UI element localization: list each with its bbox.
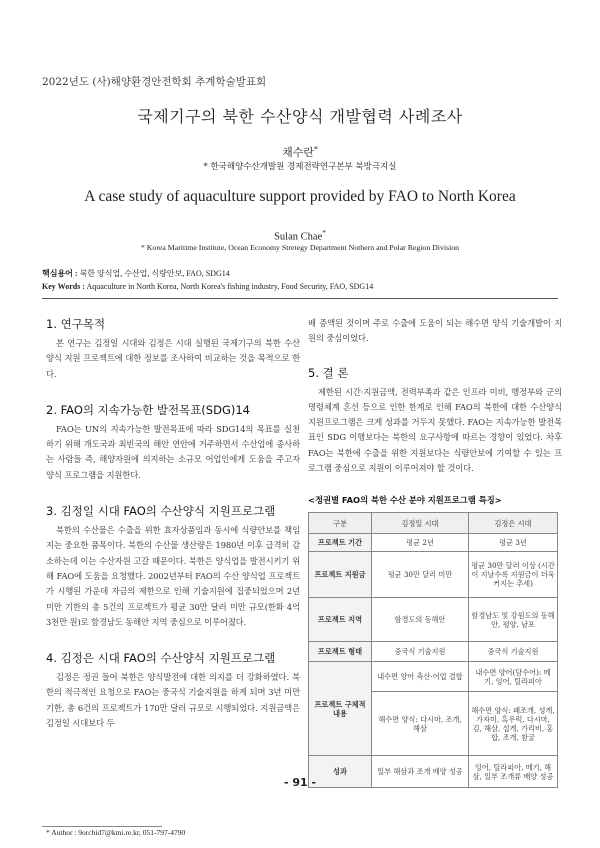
table-cell: 내수면 양어(담수어): 메기, 잉어, 틸라피아	[469, 662, 558, 692]
table-cell: 중국식 기술지원	[469, 642, 558, 662]
table-cell: 함경도의 동해안	[372, 598, 469, 642]
table-header: 김정은 시대	[469, 513, 558, 534]
section-4-body: 김정은 정권 들어 북한은 양식발전에 대한 의지를 더 강화하였다. 북한의 적극적인 요청으로 FAO는 중국식 기술지원을 하게 되며 3년 미만 기한, 총 6건의 프로젝트가 170만 달러 규모로 시행되었다. 지원금액은 김정일 시대보다 두	[46, 672, 300, 729]
table-cell: 평균 2년	[372, 534, 469, 552]
keywords-english: Key Words : Aquaculture in North Korea, North Korea's fishing industry, Food Security, FAO, SDG14	[42, 282, 374, 291]
table-cell: 일부 해삼과 조개 배양 성공	[372, 756, 469, 788]
table-cell: 평균 30만 달러 이상 (시간이 지날수록 지원금이 더욱 커지는 추세)	[469, 552, 558, 598]
author-korean: 채수란*	[282, 144, 318, 159]
table-row	[309, 598, 558, 642]
table-header: 구분	[309, 513, 372, 534]
section-1-heading: 1. 연구목적	[46, 317, 106, 331]
section-4-heading: 4. 김정은 시대 FAO의 수산양식 지원프로그램	[46, 651, 276, 666]
row-label: 프로젝트 지원금	[309, 552, 372, 598]
affiliation-english: * Korea Maritime Institute, Ocean Economy Stretegy Department Nothern and Polar Region Division	[140, 243, 460, 252]
table-cell: 해수면 양식: 패조개, 성게, 가자미, 흑우럭, 다시마, 김, 해삼, 섭게, 가리비, 홍합, 조개, 참굴	[469, 692, 558, 756]
section-2-heading: 2. FAO의 지속가능한 발전목표(SDG)14	[46, 402, 250, 417]
table-header-row	[309, 513, 558, 534]
table-cell: 중국식 기술지원	[372, 642, 469, 662]
table-row	[309, 552, 558, 598]
table-cell: 잉어, 틸라피아, 메기, 해삼, 일부 조개류 배양 성공	[469, 756, 558, 788]
affiliation-korean: * 한국해양수산개발원 경제전략연구본부 북방극지실	[203, 162, 397, 172]
table-row	[309, 534, 558, 552]
divider	[42, 298, 558, 299]
row-label: 프로젝트 지역	[309, 598, 372, 642]
footnote: * Author : 9orchid7@kmi.re.kr, 051-797-4790	[46, 828, 186, 837]
section-5-body: 제한된 시간·지원금액, 전력부족과 같은 인프라 미비, 행정부와 군의 명령체계 혼선 등으로 인한 한계로 인해 FAO의 북한에 대한 수산양식 지원프로그램은 크게 성과를 거두지 못했다. FAO는 지속가능한 발전목표인 SDG 이행보다는 북한의 요구사항에 따르는 경향이 있었다. 차후 FAO는 북한에 수출을 위한 지원보다는 식량안보에 기여할 수 있는 프로그램 중심으로 지원이 이루어져야 할 것이다.	[308, 386, 562, 474]
table-cell: 내수면 양어 축산·어업 결합	[372, 662, 469, 692]
row-label: 프로젝트 구체적 내용	[309, 662, 372, 756]
row-label: 프로젝트 형태	[309, 642, 372, 662]
table-cell: 함경남도 및 강원도의 동해안, 평양, 남포	[469, 598, 558, 642]
section-2-body: FAO는 UN의 지속가능한 발전목표에 따라 SDG14의 목표를 실천하기 위해 개도국과 최빈국의 해안 연안에 거주하면서 수산업에 종사하는 사람들 즉, 해양자원에 의지하는 소규모 어업인에게 도움을 주고자 양식 프로그램을 지원한다.	[46, 423, 300, 480]
section-4-continued: 배 증액된 것이며 주로 수출에 도움이 되는 해수면 양식 기술개발이 지원의 중심이었다.	[308, 318, 562, 344]
title-korean: 국제기구의 북한 수산양식 개발협력 사례조사	[137, 107, 463, 126]
table-cell: 평균 30만 달러 미만	[372, 552, 469, 598]
left-column	[46, 316, 300, 731]
section-5-heading: 5. 결 론	[308, 365, 349, 380]
right-column	[308, 316, 562, 788]
table-row	[309, 642, 558, 662]
section-3-body: 북한의 수산물은 수출을 위한 효자상품임과 동시에 식량안보를 책임지는 중요한 품목이다. 북한의 수산물 생산량은 1980년 이후 급격히 감소하는데 이는 수산자원 고갈 때문이다. 북한은 양식업을 발전시키기 위해 FAO에 도움을 요청했다. 2002년부터 FAO의 수산 양식업 프로젝트가 시행된 가운데 자금의 제한으로 인해 기술지원에 집중되었으며 2년 미만 기한의 총 5건의 프로젝트가 평균 30만 달러 미만 규모(한화 4억 3천만 원)로 함경남도 동해안 지역 중심으로 이루어졌다.	[46, 525, 300, 627]
row-label: 성과	[309, 756, 372, 788]
row-label: 프로젝트 기간	[309, 534, 372, 552]
table-row	[309, 662, 558, 692]
table-title: <정권별 FAO의 북한 수산 분야 지원프로그램 특징>	[308, 495, 502, 506]
footnote-rule	[42, 826, 162, 827]
conference-header: 2022년도 (사)해양환경안전학회 추계학술발표회	[42, 76, 267, 88]
table-cell: 평균 3년	[469, 534, 558, 552]
comparison-table	[308, 512, 558, 788]
section-1-body: 본 연구는 김정일 시대와 김정은 시대 실행된 국제기구의 북한 수산양식 지원 프로젝트에 대한 정보를 조사하여 비교하는 것을 목적으로 한다.	[46, 338, 300, 379]
keywords-korean: 핵심용어 : 북한 양식업, 수산업, 식량안보, FAO, SDG14	[42, 269, 230, 278]
author-english: Sulan Chae*	[274, 228, 326, 243]
page-number: - 91 -	[283, 776, 317, 789]
title-english: A case study of aquaculture support provided by FAO to North Korea	[84, 188, 516, 205]
section-3-heading: 3. 김정일 시대 FAO의 수산양식 지원프로그램	[46, 504, 276, 519]
table-cell: 해수면 양식: 다시마, 조개, 해삼	[372, 692, 469, 756]
table-header: 김정일 시대	[372, 513, 469, 534]
